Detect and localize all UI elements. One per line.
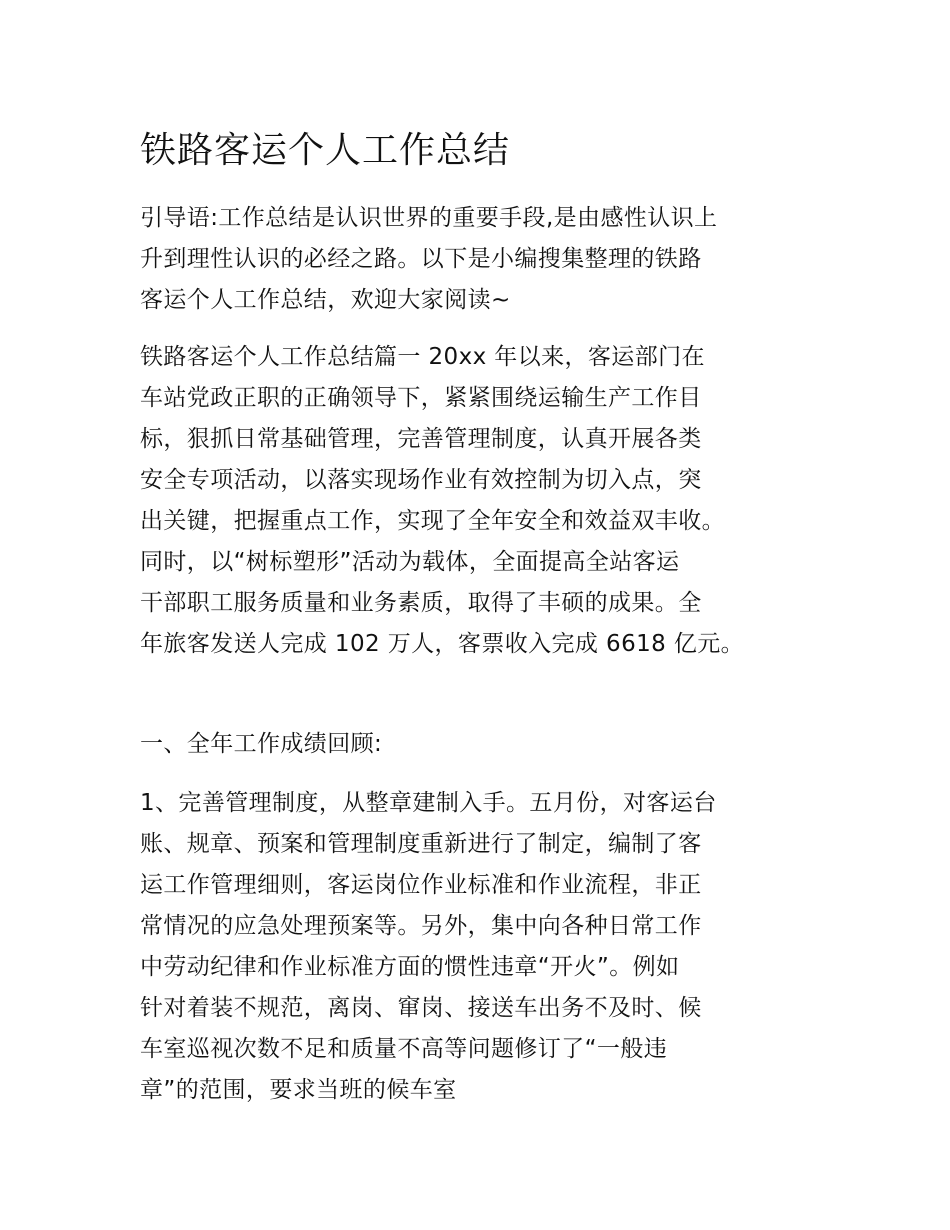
paragraph1-line-6: 同时，以“树标塑形”活动为载体，全面提高全站客运 (140, 549, 680, 575)
paragraph1-line-7: 干部职工服务质量和业务素质，取得了丰硕的成果。全 (140, 590, 702, 616)
paragraph2-line-4: 常情况的应急处理预案等。另外，集中向各种日常工作 (140, 913, 702, 939)
paragraph2-line-5: 中劳动纪律和作业标准方面的惯性违章“开火”。例如 (140, 954, 680, 980)
paragraph2-line-2: 账、规章、预案和管理制度重新进行了制定，编制了客 (140, 831, 702, 857)
paragraph1-line-8: 年旅客发送人完成 102 万人，客票收入完成 6618 亿元。 (140, 631, 745, 657)
paragraph2-line-3: 运工作管理细则，客运岗位作业标准和作业流程，非正 (140, 872, 702, 898)
paragraph2-line-1: 1、完善管理制度，从整章建制入手。五月份，对客运台 (140, 790, 717, 816)
intro-line-1: 引导语:工作总结是认识世界的重要手段,是由感性认识上 (140, 205, 718, 231)
paragraph2-line-7: 车室巡视次数不足和质量不高等问题修订了“一般违 (140, 1036, 668, 1062)
paragraph2-line-6: 针对着装不规范，离岗、窜岗、接送车出务不及时、候 (140, 995, 702, 1021)
intro-line-3: 客运个人工作总结，欢迎大家阅读~ (140, 287, 511, 313)
paragraph1-line-4: 安全专项活动，以落实现场作业有效控制为切入点，突 (140, 467, 702, 493)
section-heading: 一、全年工作成绩回顾: (140, 731, 383, 757)
paragraph1-line-1: 铁路客运个人工作总结篇一 20xx 年以来，客运部门在 (140, 344, 705, 370)
intro-line-2: 升到理性认识的必经之路。以下是小编搜集整理的铁路 (140, 246, 702, 272)
paragraph1-line-2: 车站党政正职的正确领导下，紧紧围绕运输生产工作目 (140, 385, 702, 411)
paragraph1-line-3: 标，狠抓日常基础管理，完善管理制度，认真开展各类 (140, 426, 702, 452)
document-title: 铁路客运个人工作总结 (140, 130, 511, 171)
paragraph2-line-8: 章”的范围，要求当班的候车室 (140, 1077, 457, 1103)
paragraph1-line-5: 出关键，把握重点工作，实现了全年安全和效益双丰收。 (140, 508, 725, 534)
